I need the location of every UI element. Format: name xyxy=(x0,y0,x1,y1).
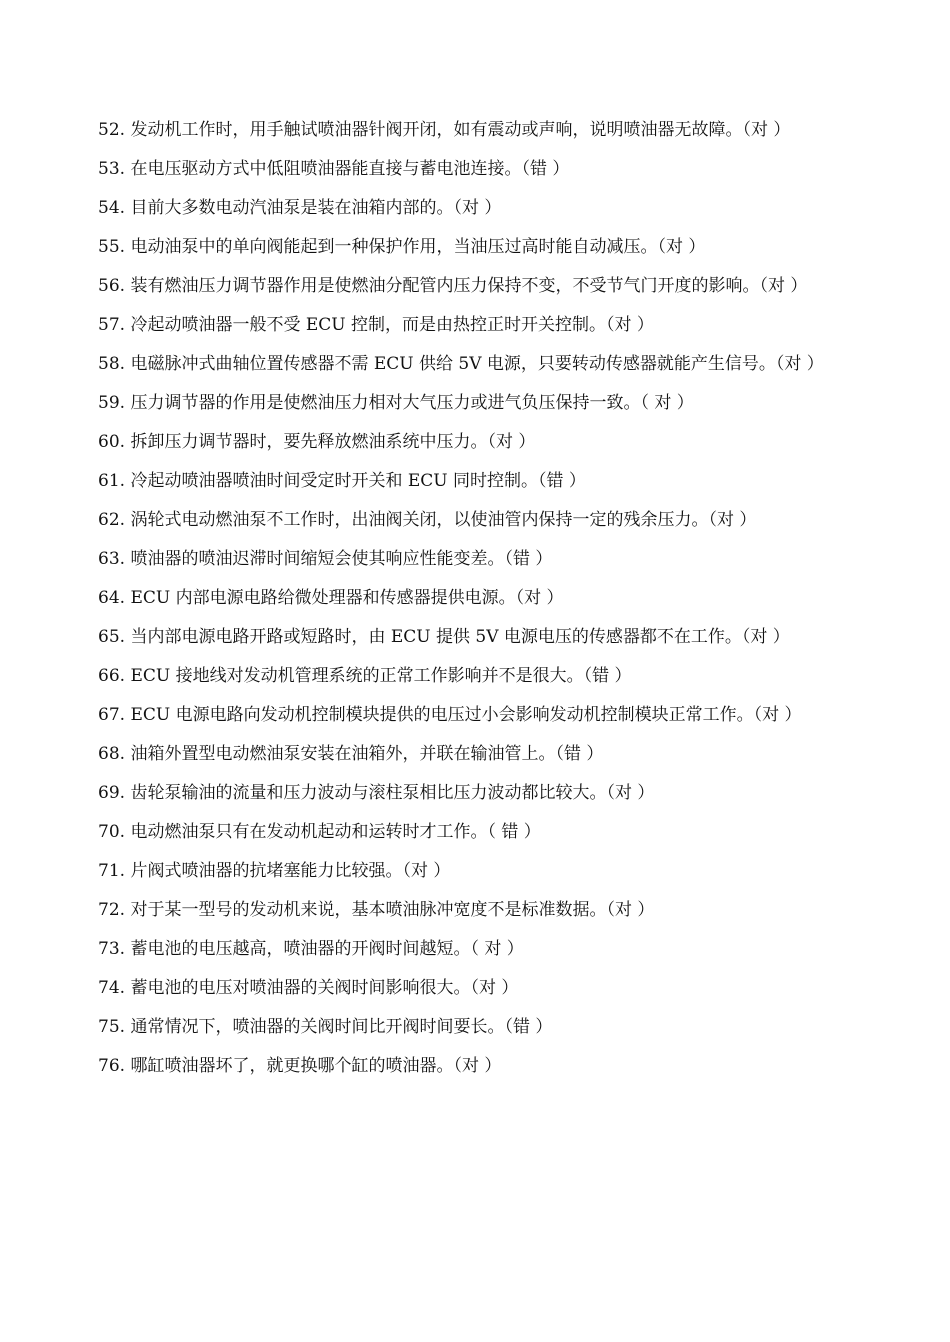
question-number: 64. xyxy=(98,588,126,608)
question-number: 56. xyxy=(98,276,126,296)
question-number: 68. xyxy=(98,744,126,764)
question-text: 涡轮式电动燃油泵不工作时，出油阀关闭，以使油管内保持一定的残余压力。（对 ） xyxy=(130,510,757,530)
question-item xyxy=(98,813,856,852)
question-number: 59. xyxy=(98,393,126,413)
question-number: 54. xyxy=(98,198,126,218)
question-number: 71. xyxy=(98,861,126,881)
question-item xyxy=(98,501,856,540)
question-item xyxy=(98,891,856,930)
question-text: 发动机工作时，用手触试喷油器针阀开闭，如有震动或声响，说明喷油器无故障。（对 ） xyxy=(130,120,791,140)
question-number: 66. xyxy=(98,666,126,686)
question-item xyxy=(98,423,856,462)
question-number: 57. xyxy=(98,315,126,335)
question-number: 65. xyxy=(98,627,126,647)
question-item xyxy=(98,579,856,618)
question-text: 装有燃油压力调节器作用是使燃油分配管内压力保持不变，不受节气门开度的影响。（对 ） xyxy=(130,276,808,296)
question-number: 70. xyxy=(98,822,126,842)
question-number: 75. xyxy=(98,1017,126,1037)
question-number: 73. xyxy=(98,939,126,959)
question-text: 对于某一型号的发动机来说，基本喷油脉冲宽度不是标准数据。（对 ） xyxy=(130,900,655,920)
question-text: 压力调节器的作用是使燃油压力相对大气压力或进气负压保持一致。（ 对 ） xyxy=(130,393,694,413)
question-item xyxy=(98,267,856,306)
question-number: 55. xyxy=(98,237,126,257)
question-text: 电动油泵中的单向阀能起到一种保护作用，当油压过高时能自动减压。（对 ） xyxy=(130,237,706,257)
question-item xyxy=(98,1008,856,1047)
question-text: 当内部电源电路开路或短路时，由 ECU 提供 5V 电源电压的传感器都不在工作。（对 ） xyxy=(130,627,790,647)
question-text: ECU 内部电源电路给微处理器和传感器提供电源。（对 ） xyxy=(130,588,564,608)
question-number: 62. xyxy=(98,510,126,530)
question-number: 60. xyxy=(98,432,126,452)
question-text: 齿轮泵输油的流量和压力波动与滚柱泵相比压力波动都比较大。（对 ） xyxy=(130,783,655,803)
question-text: 拆卸压力调节器时，要先释放燃油系统中压力。（对 ） xyxy=(130,432,536,452)
question-item xyxy=(98,969,856,1008)
question-number: 61. xyxy=(98,471,126,491)
question-item xyxy=(98,384,856,423)
question-item xyxy=(98,696,856,735)
question-text: 蓄电池的电压对喷油器的关阀时间影响很大。（对 ） xyxy=(130,978,519,998)
question-item xyxy=(98,306,856,345)
question-item xyxy=(98,1047,856,1086)
question-text: 目前大多数电动汽油泵是装在油箱内部的。（对 ） xyxy=(130,198,502,218)
question-item xyxy=(98,111,856,150)
question-text: ECU 电源电路向发动机控制模块提供的电压过小会影响发动机控制模块正常工作。（对 ） xyxy=(130,705,802,725)
question-item xyxy=(98,657,856,696)
question-text: 在电压驱动方式中低阻喷油器能直接与蓄电池连接。（错 ） xyxy=(130,159,570,179)
question-item xyxy=(98,189,856,228)
question-list xyxy=(98,111,856,1086)
question-item xyxy=(98,930,856,969)
question-number: 67. xyxy=(98,705,126,725)
question-number: 52. xyxy=(98,120,126,140)
question-text: 通常情况下，喷油器的关阀时间比开阀时间要长。（错 ） xyxy=(130,1017,553,1037)
question-number: 72. xyxy=(98,900,126,920)
question-text: 电动燃油泵只有在发动机起动和运转时才工作。（ 错 ） xyxy=(130,822,541,842)
question-number: 74. xyxy=(98,978,126,998)
question-text: 冷起动喷油器一般不受 ECU 控制，而是由热控正时开关控制。（对 ） xyxy=(130,315,654,335)
question-text: 冷起动喷油器喷油时间受定时开关和 ECU 同时控制。（错 ） xyxy=(130,471,586,491)
question-item xyxy=(98,540,856,579)
question-number: 58. xyxy=(98,354,126,374)
question-text: ECU 接地线对发动机管理系统的正常工作影响并不是很大。（错 ） xyxy=(130,666,632,686)
question-text: 哪缸喷油器坏了，就更换哪个缸的喷油器。（对 ） xyxy=(130,1056,502,1076)
question-item xyxy=(98,462,856,501)
question-text: 喷油器的喷油迟滞时间缩短会使其响应性能变差。（错 ） xyxy=(130,549,553,569)
question-item xyxy=(98,345,856,384)
question-text: 油箱外置型电动燃油泵安装在油箱外，并联在输油管上。（错 ） xyxy=(130,744,604,764)
question-text: 片阀式喷油器的抗堵塞能力比较强。（对 ） xyxy=(130,861,451,881)
question-item xyxy=(98,852,856,891)
question-number: 63. xyxy=(98,549,126,569)
question-text: 蓄电池的电压越高，喷油器的开阀时间越短。（ 对 ） xyxy=(130,939,524,959)
question-number: 69. xyxy=(98,783,126,803)
question-text: 电磁脉冲式曲轴位置传感器不需 ECU 供给 5V 电源，只要转动传感器就能产生信号。（对 ） xyxy=(130,354,824,374)
question-number: 76. xyxy=(98,1056,126,1076)
question-item xyxy=(98,774,856,813)
question-item xyxy=(98,150,856,189)
question-item xyxy=(98,618,856,657)
question-number: 53. xyxy=(98,159,126,179)
question-item xyxy=(98,735,856,774)
question-item xyxy=(98,228,856,267)
